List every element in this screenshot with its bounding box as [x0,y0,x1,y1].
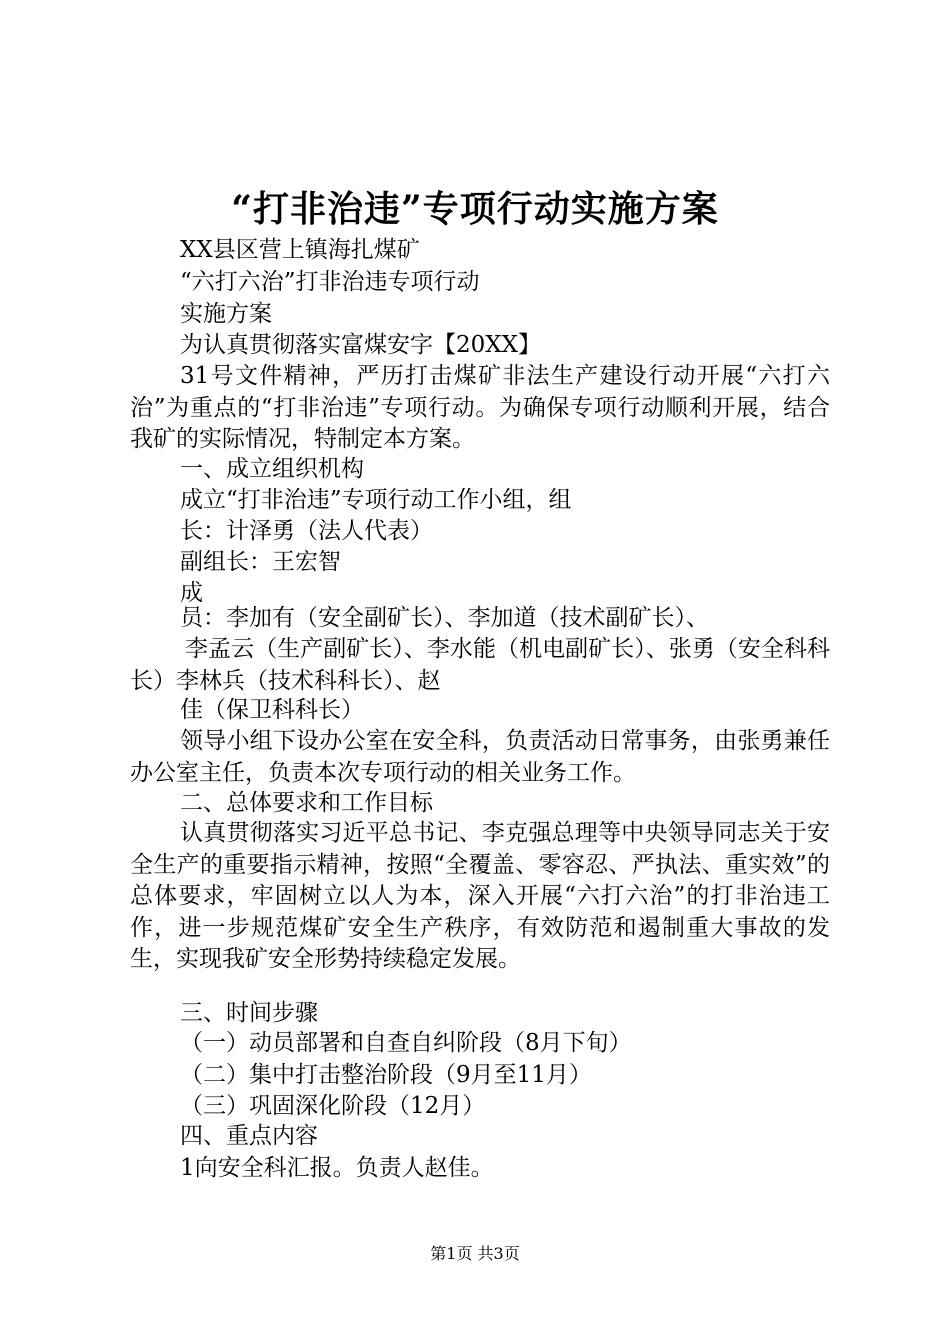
paragraph: 认真贯彻落实习近平总书记、李克强总理等中央领导同志关于安全生产的重要指示精神，按照“全覆盖、零容忍、严执法、重实效”的总体要求，牢固树立以人为本，深入开展“六打六治”的打非治违工作，进一步规范煤矿安全生产秩序，有效防范和遏制重大事故的发生，实现我矿安全形势持续稳定发展。 [130,820,830,972]
section-heading: 四、重点内容 [180,1123,318,1149]
text-line: 佳（保卫科科长） [180,697,364,723]
page-footer: 第1页 共3页 [430,1244,520,1263]
text-line: 员：李加有（安全副矿长）、李加道（技术副矿长）、 [180,605,709,631]
text-line: 1向安全科汇报。负责人赵佳。 [180,1155,494,1181]
text-line: （一）动员部署和自查自纠阶段（8月下旬） [180,1030,632,1056]
text-line: 实施方案 [180,301,272,327]
text-line: （二）集中打击整治阶段（9月至11月） [180,1062,592,1088]
paragraph: 领导小组下设办公室在安全科，负责活动日常事务，由张勇兼任办公室主任，负责本次专项行动的相关业务工作。 [130,728,830,786]
text-line: 副组长：王宏智 [180,549,341,575]
text-line: XX县区营上镇海扎煤矿 [180,237,420,263]
text-line: （三）巩固深化阶段（12月） [180,1093,486,1119]
paragraph: 31号文件精神，严历打击煤矿非法生产建设行动开展“六打六治”为重点的“打非治违”专项行动。为确保专项行动顺利开展，结合我矿的实际情况，特制定本方案。 [130,363,830,452]
section-heading: 三、时间步骤 [180,1000,318,1026]
document-title: “打非治违”专项行动实施方案 [231,188,719,230]
text-line: 成立“打非治违”专项行动工作小组，组 [180,487,572,513]
section-heading: 一、成立组织机构 [180,456,364,482]
section-heading: 二、总体要求和工作目标 [180,790,433,816]
text-line: 长：计泽勇（法人代表） [180,518,433,544]
text-line: “六打六治”打非治违专项行动 [180,269,480,295]
paragraph: 李孟云（生产副矿长）、李水能（机电副矿长）、张勇（安全科科长）李林兵（技术科科长）、赵 [130,636,830,694]
text-line: 成 [180,580,203,606]
text-line: 为认真贯彻落实富煤安字【20XX】 [180,332,542,358]
